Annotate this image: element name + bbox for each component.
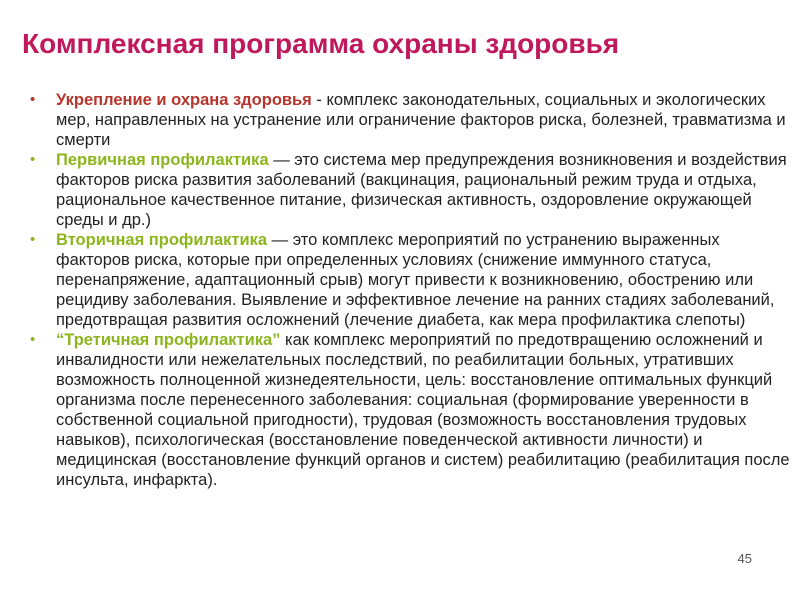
definition-tertiary-prevention: как комплекс мероприятий по предотвращению осложнений и инвалидности или нежелательных последствий, по реабилитации больных, утративших возможность полноценной жизнедеятельности, цель: восстановление оптимальных функций организма после перенесенного заболевания: социальная (формирование уверенности в собственной социальной пригодности), трудовая (возможность восстановления трудовых навыков), психологическая (восстановление поведенческой активности личности) и медицинская (восстановление функций органов и систем) реабилитацию (реабилитация после инсульта, инфаркта). <box>56 331 790 489</box>
definition-primary-prevention: — это система мер предупреждения возникновения и воздействия факторов риска развития заболеваний (вакцинация, рациональный режим труда и отдыха, рациональное качественное питание, физическая активность, оздоровление окружающей среды и др.) <box>56 151 787 229</box>
term-tertiary-prevention: “Третичная профилактика” <box>56 331 281 349</box>
list-item-tertiary-prevention <box>30 330 790 490</box>
bullet-icon: • <box>30 231 36 248</box>
definition-health-promotion: - комплекс законодательных, социальных и экологических мер, направленных на устранение или ограничение факторов риска, болезней, травматизма и смерти <box>56 91 786 149</box>
slide-title: Комплексная программа охраны здоровья <box>22 28 620 59</box>
list-item-secondary-prevention <box>30 230 790 330</box>
definition-secondary-prevention: — это комплекс мероприятий по устранению выраженных факторов риска, которые при определенных условиях (снижение иммунного статуса, перенапряжение, адаптационный срыв) могут привести к возникновению, обострению или рецидиву заболевания. Выявление и эффективное лечение на ранних стадиях заболеваний, предотвращая развития осложнений (лечение диабета, как мера профилактика слепоты) <box>56 231 775 329</box>
bullet-icon: • <box>30 151 36 168</box>
term-secondary-prevention: Вторичная профилактика <box>56 231 268 249</box>
page-number: 45 <box>737 551 752 566</box>
term-health-promotion: Укрепление и охрана здоровья <box>56 91 312 109</box>
bullet-icon: • <box>30 91 36 108</box>
definition-list <box>30 90 790 490</box>
bullet-icon: • <box>30 331 36 348</box>
term-primary-prevention: Первичная профилактика <box>56 151 269 169</box>
list-item-primary-prevention <box>30 150 790 230</box>
list-item-health-promotion <box>30 90 790 150</box>
